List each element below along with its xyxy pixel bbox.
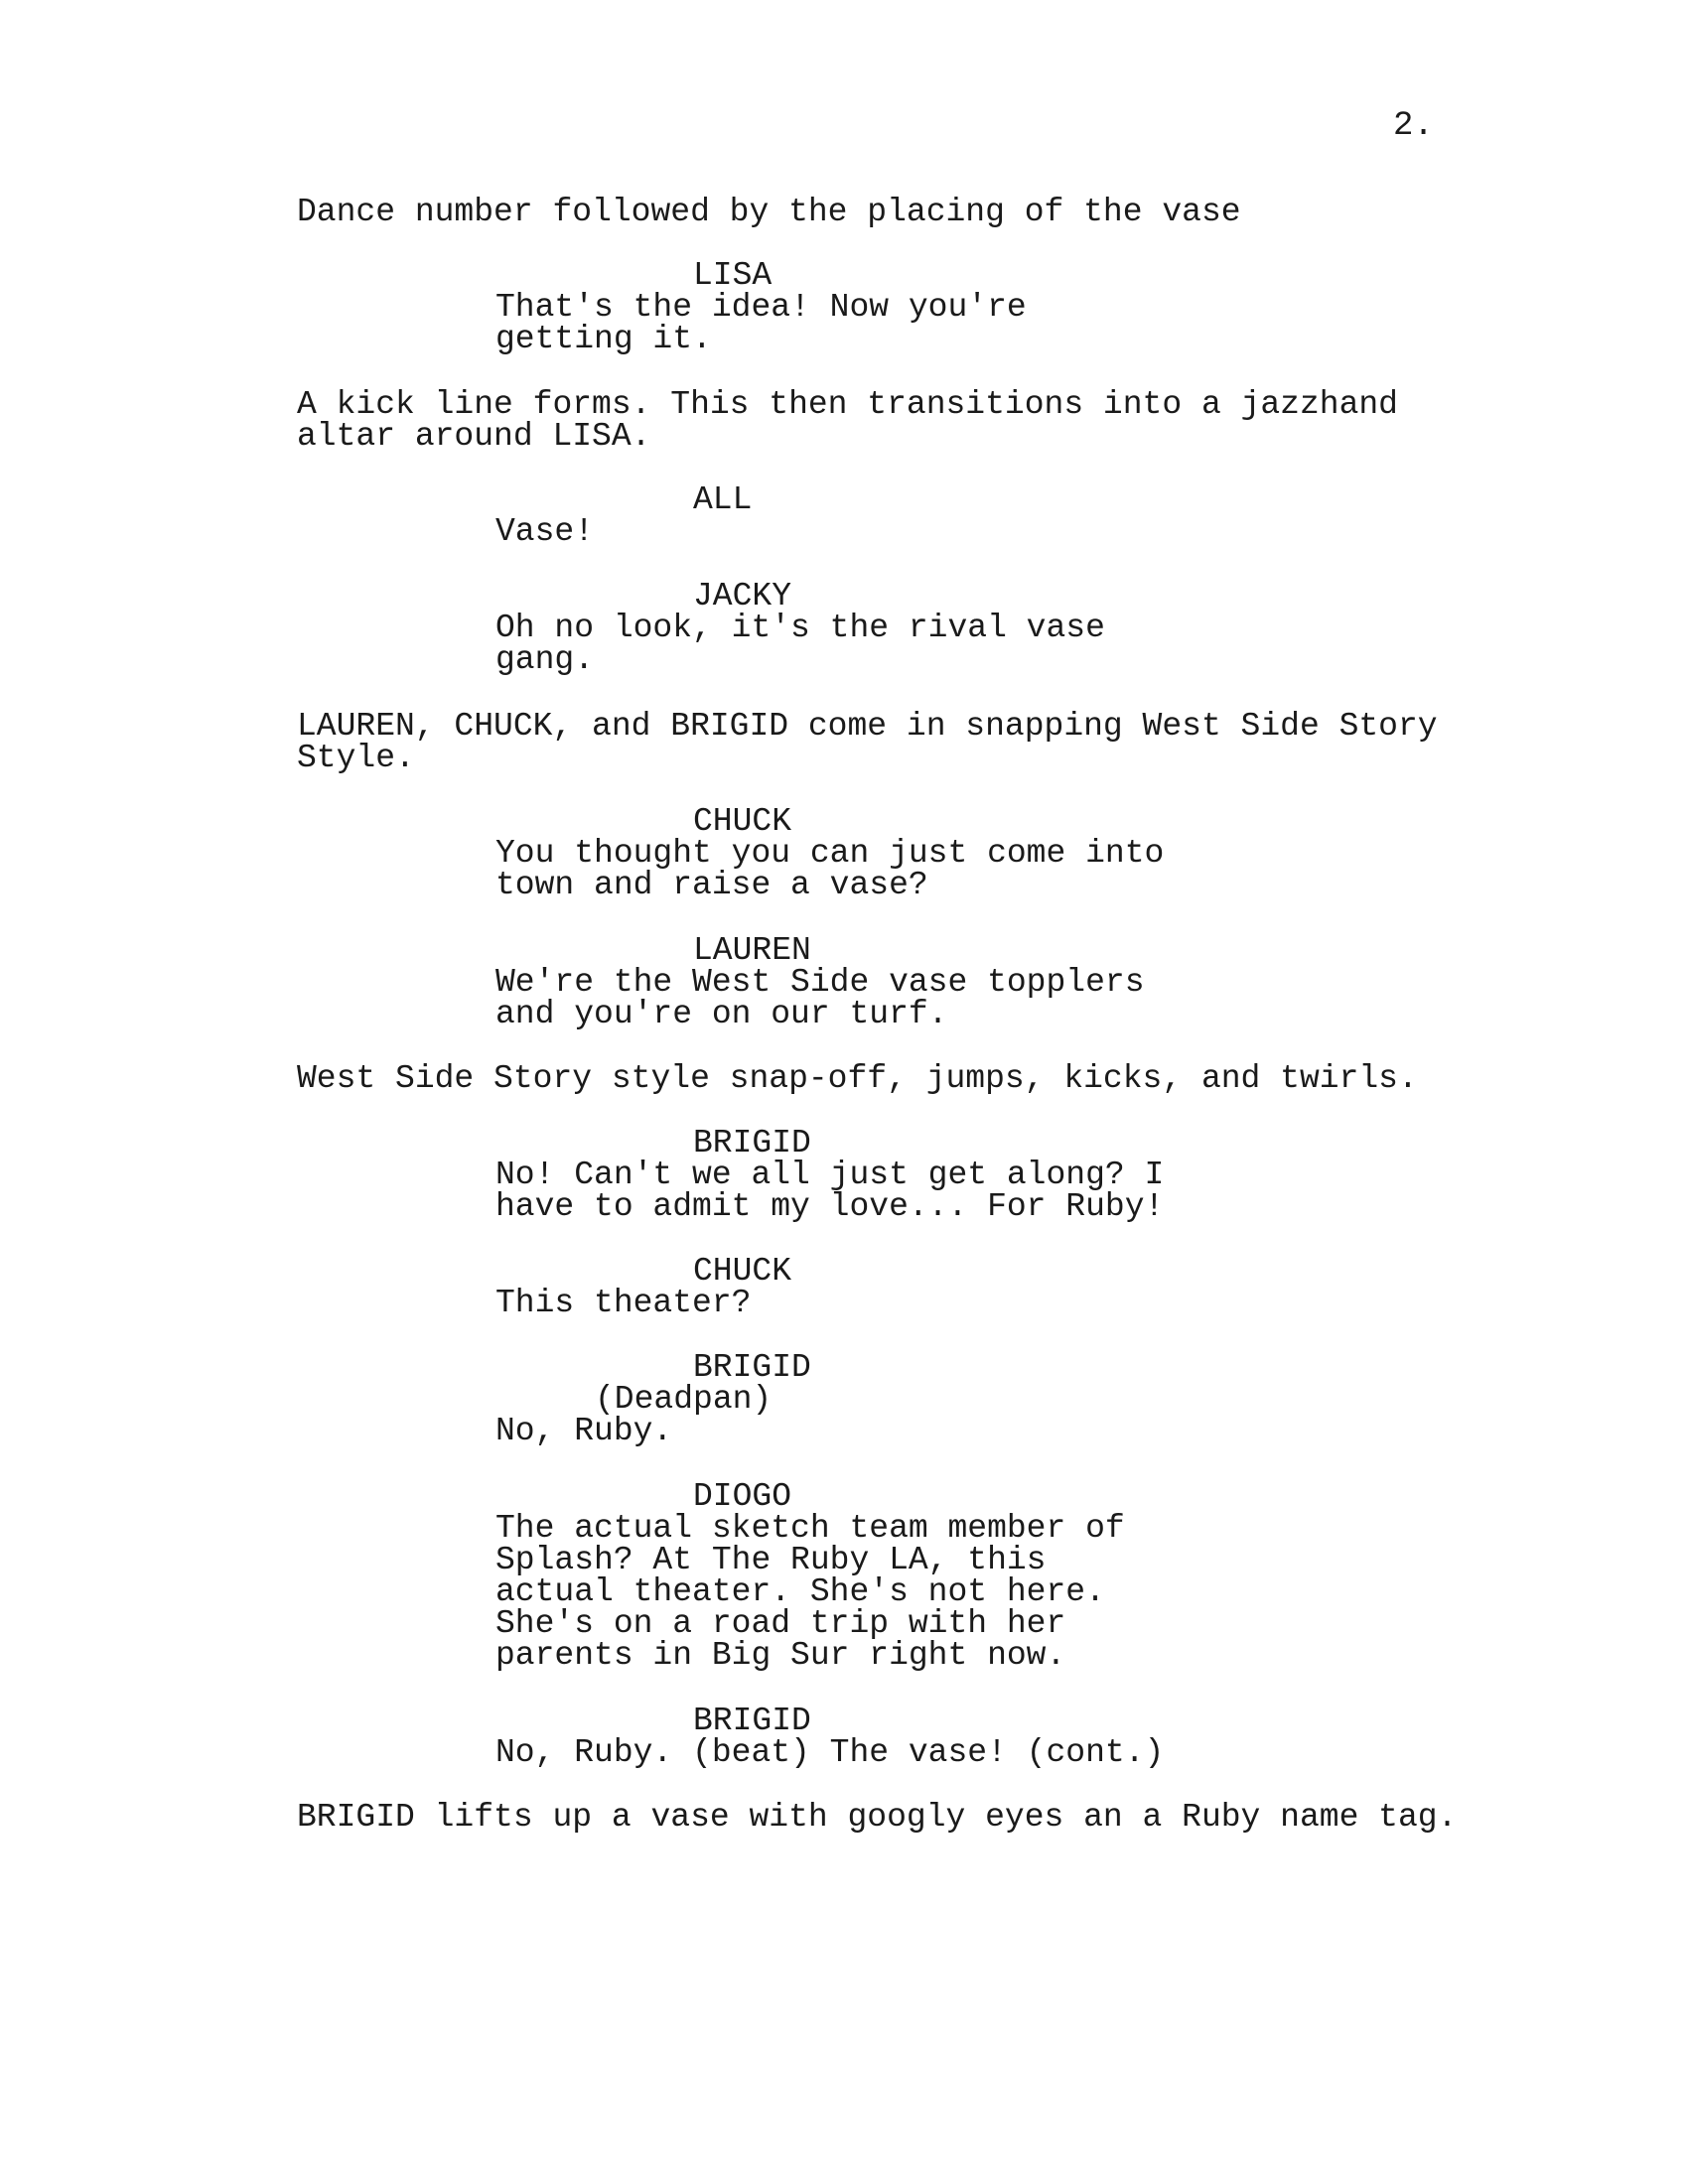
dialogue-line: We're the West Side vase topplers (495, 964, 1145, 1001)
dialogue-line: parents in Big Sur right now. (495, 1637, 1066, 1674)
dialogue-line: That's the idea! Now you're (495, 289, 1027, 326)
character-name: BRIGID (693, 1349, 811, 1386)
character-name: LAUREN (693, 932, 811, 969)
dialogue-line: This theater? (495, 1285, 752, 1321)
character-name: CHUCK (693, 1253, 792, 1290)
action-line: Style. (297, 740, 415, 776)
character-name: ALL (693, 481, 753, 518)
character-name: BRIGID (693, 1703, 811, 1739)
dialogue-line: No, Ruby. (beat) The vase! (cont.) (495, 1734, 1165, 1771)
character-name: BRIGID (693, 1125, 811, 1161)
dialogue-line: Splash? At The Ruby LA, this (495, 1542, 1047, 1578)
dialogue-line: You thought you can just come into (495, 835, 1165, 872)
page-number: 2. (1393, 107, 1434, 145)
character-name: JACKY (693, 578, 792, 614)
parenthetical: (Deadpan) (595, 1381, 773, 1418)
action-line: LAUREN, CHUCK, and BRIGID come in snapping West Side Story (297, 708, 1438, 745)
dialogue-line: town and raise a vase? (495, 867, 928, 903)
dialogue-line: No, Ruby. (495, 1413, 673, 1449)
action-line: A kick line forms. This then transitions into a jazzhand (297, 386, 1398, 423)
dialogue-line: Oh no look, it's the rival vase (495, 610, 1105, 646)
dialogue-line: and you're on our turf. (495, 996, 948, 1032)
action-line: BRIGID lifts up a vase with googly eyes an a Ruby name tag. (297, 1799, 1458, 1836)
dialogue-line: getting it. (495, 321, 712, 357)
character-name: DIOGO (693, 1478, 792, 1515)
dialogue-line: No! Can't we all just get along? I (495, 1157, 1165, 1193)
dialogue-line: Vase! (495, 513, 595, 550)
dialogue-line: have to admit my love... For Ruby! (495, 1188, 1165, 1225)
character-name: LISA (693, 257, 773, 294)
action-line: altar around LISA. (297, 418, 651, 455)
action-line: West Side Story style snap-off, jumps, kicks, and twirls. (297, 1060, 1418, 1097)
dialogue-line: The actual sketch team member of (495, 1510, 1125, 1547)
dialogue-line: actual theater. She's not here. (495, 1573, 1105, 1610)
dialogue-line: She's on a road trip with her (495, 1605, 1066, 1642)
action-line: Dance number followed by the placing of the vase (297, 194, 1241, 230)
character-name: CHUCK (693, 803, 792, 840)
dialogue-line: gang. (495, 641, 595, 678)
